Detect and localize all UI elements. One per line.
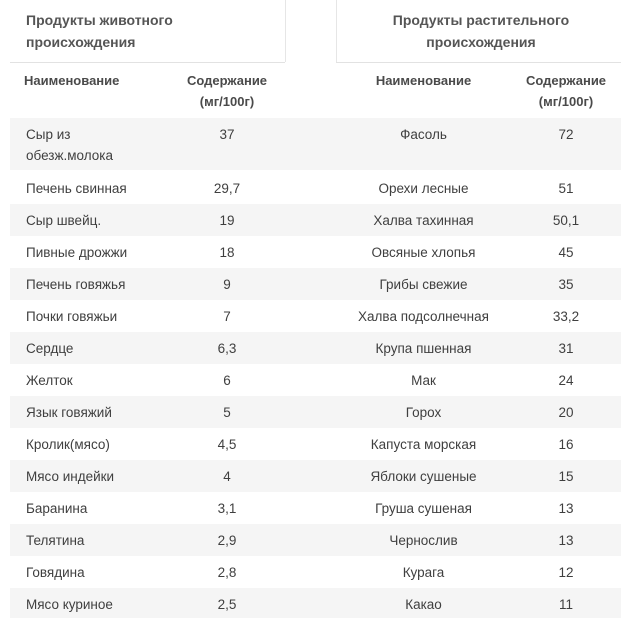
- plant-value-cell: 51: [558, 181, 574, 196]
- plant-title-line: происхождения: [426, 34, 536, 50]
- cell-text: обезж.молока: [26, 148, 114, 163]
- animal-name-header: [24, 70, 154, 91]
- plant-name-cell: Халва тахинная: [373, 213, 474, 228]
- animal-group-title: [26, 9, 276, 53]
- animal-name-cell: Мясо куриное: [26, 597, 113, 612]
- plant-name-cell: Грибы свежие: [379, 277, 468, 292]
- animal-title-line: происхождения: [26, 34, 136, 50]
- animal-name-cell: Баранина: [26, 501, 88, 516]
- animal-name-cell: Говядина: [26, 565, 85, 580]
- plant-content-header: [511, 70, 621, 112]
- plant-name-header: [336, 70, 511, 91]
- animal-value-cell: 9: [223, 277, 231, 292]
- plant-name-cell: Капуста морская: [370, 437, 477, 452]
- animal-value-cell: 19: [219, 213, 235, 228]
- header-divider: [336, 62, 621, 63]
- animal-name-cell: Желток: [26, 373, 73, 388]
- animal-name-cell: Кролик(мясо): [26, 437, 110, 452]
- plant-value-cell: 12: [558, 565, 574, 580]
- plant-name-cell: Какао: [405, 597, 442, 612]
- plant-value-cell: 24: [558, 373, 574, 388]
- animal-name-cell: Сыр швейц.: [26, 213, 102, 228]
- header-label: Содержание: [525, 73, 607, 88]
- plant-value-cell: 11: [558, 597, 573, 612]
- animal-name-cell: Сердце: [26, 341, 74, 356]
- plant-name-cell: Орехи лесные: [378, 181, 469, 196]
- plant-name-cell: Халва подсолнечная: [358, 309, 489, 324]
- header-divider: [10, 62, 285, 63]
- plant-name-cell: Горох: [405, 405, 442, 420]
- animal-content-header: [172, 70, 282, 112]
- header-label: Наименование: [24, 73, 120, 88]
- header-label: (мг/100г): [199, 94, 255, 109]
- header-label: Наименование: [375, 73, 472, 88]
- plant-value-cell: 13: [558, 501, 574, 516]
- plant-name-cell: Курага: [402, 565, 445, 580]
- plant-name-cell: Овсяные хлопья: [371, 245, 476, 260]
- animal-name-cell: Почки говяжьи: [26, 309, 118, 324]
- plant-title-line: Продукты растительного: [392, 12, 570, 28]
- animal-value-cell: 3,1: [217, 501, 237, 516]
- animal-value-cell: 2,5: [217, 597, 237, 612]
- plant-value-cell: 20: [558, 405, 574, 420]
- cell-text: Сыр из: [26, 127, 71, 142]
- animal-name-cell: Язык говяжий: [26, 405, 112, 420]
- plant-value-cell: 72: [558, 127, 574, 142]
- animal-name-cell: Печень говяжья: [26, 277, 126, 292]
- plant-value-cell: 50,1: [552, 213, 580, 228]
- animal-name-cell: Печень свинная: [26, 181, 127, 196]
- animal-value-cell: 6,3: [217, 341, 237, 356]
- plant-value-cell: 31: [558, 341, 574, 356]
- plant-value-cell: 15: [558, 469, 574, 484]
- animal-title-line: Продукты животного: [26, 12, 173, 28]
- plant-value-cell: 35: [558, 277, 574, 292]
- animal-value-cell: 37: [219, 127, 235, 142]
- plant-value-cell: 13: [558, 533, 574, 548]
- plant-group-title: [336, 9, 626, 53]
- animal-value-cell: 29,7: [213, 181, 241, 196]
- plant-name-cell: Чернослив: [389, 533, 458, 548]
- animal-value-cell: 18: [219, 245, 235, 260]
- column-divider: [285, 0, 286, 62]
- header-label: (мг/100г): [538, 94, 594, 109]
- animal-value-cell: 2,9: [217, 533, 237, 548]
- animal-name-cell: Телятина: [26, 533, 85, 548]
- plant-value-cell: 33,2: [552, 309, 580, 324]
- animal-name-cell: Пивные дрожжи: [26, 245, 128, 260]
- animal-value-cell: 5: [223, 405, 231, 420]
- plant-value-cell: 16: [558, 437, 574, 452]
- plant-name-cell: Яблоки сушеные: [370, 469, 477, 484]
- animal-value-cell: 4: [223, 469, 231, 484]
- animal-value-cell: 2,8: [217, 565, 237, 580]
- animal-value-cell: 4,5: [217, 437, 237, 452]
- plant-name-cell: Груша сушеная: [375, 501, 472, 516]
- plant-name-cell: Мак: [411, 373, 436, 388]
- animal-name-cell: [26, 124, 113, 166]
- animal-value-cell: 7: [223, 309, 231, 324]
- plant-value-cell: 45: [558, 245, 574, 260]
- header-label: Содержание: [186, 73, 268, 88]
- plant-name-cell: Фасоль: [400, 127, 447, 142]
- animal-name-cell: Мясо индейки: [26, 469, 115, 484]
- animal-value-cell: 6: [223, 373, 231, 388]
- plant-name-cell: Крупа пшенная: [375, 341, 472, 356]
